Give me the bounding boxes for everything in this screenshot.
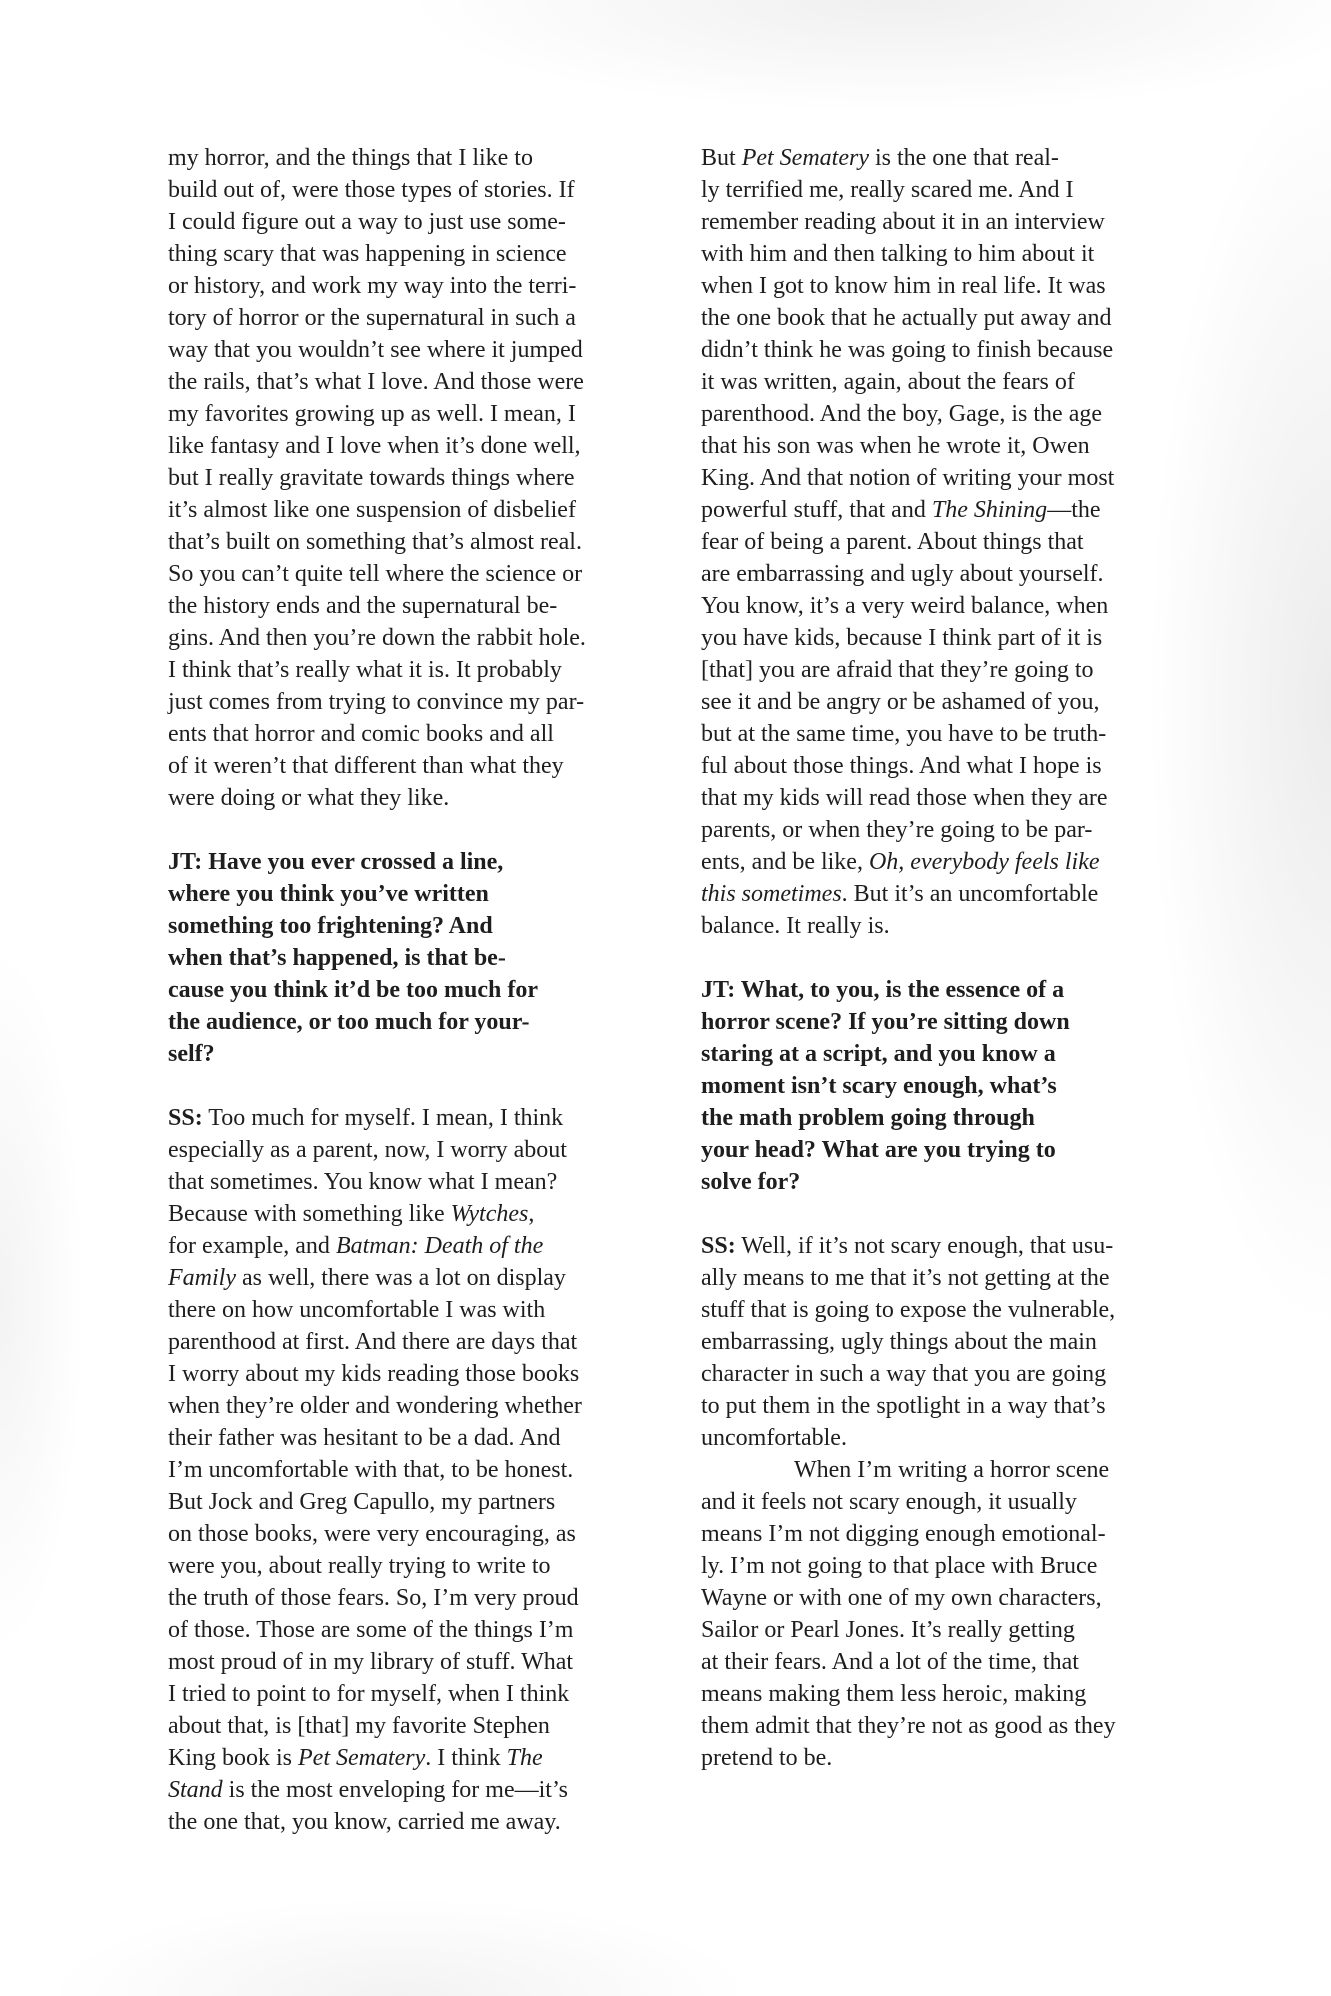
text-line	[701, 398, 1181, 430]
text-line	[168, 1454, 648, 1486]
text-line	[168, 462, 648, 494]
text-line	[168, 686, 648, 718]
left-column	[168, 142, 648, 1870]
text-line	[168, 1774, 648, 1806]
text-line	[701, 1102, 1181, 1134]
text-line	[168, 142, 648, 174]
text-line	[701, 430, 1181, 462]
text-line	[168, 1166, 648, 1198]
text-segment: remember reading about it in an interview	[701, 209, 1105, 235]
text-segment: ly. I’m not going to that place with Bruce	[701, 1553, 1098, 1579]
text-segment: But	[701, 145, 742, 171]
text-line	[701, 878, 1181, 910]
interview-answer	[168, 142, 648, 814]
interview-question	[701, 974, 1181, 1198]
text-line	[168, 1678, 648, 1710]
text-line	[168, 1262, 648, 1294]
text-line	[168, 1390, 648, 1422]
text-line	[168, 1134, 648, 1166]
text-line	[168, 1038, 648, 1070]
interview-answer	[701, 1230, 1181, 1774]
text-line	[168, 750, 648, 782]
text-segment: solve for?	[701, 1169, 801, 1195]
text-segment: . But it’s an uncomfortable	[841, 881, 1099, 907]
text-segment: the truth of those fears. So, I’m very proud	[168, 1585, 579, 1611]
text-segment: Well, if it’s not scary enough, that usu-	[735, 1233, 1114, 1259]
text-line	[701, 1166, 1181, 1198]
text-line	[701, 1070, 1181, 1102]
text-line	[701, 206, 1181, 238]
text-line	[701, 814, 1181, 846]
italic-title: this sometimes	[701, 881, 842, 907]
interview-question	[168, 846, 648, 1070]
text-segment: character in such a way that you are going	[701, 1361, 1107, 1387]
text-line	[701, 654, 1181, 686]
text-segment: with him and then talking to him about it	[701, 241, 1095, 267]
text-segment: ally means to me that it’s not getting at the	[701, 1265, 1110, 1291]
text-line	[168, 910, 648, 942]
text-segment: Because with something like	[168, 1201, 451, 1227]
italic-title: Stand	[168, 1777, 223, 1803]
text-line	[701, 270, 1181, 302]
text-line	[168, 1614, 648, 1646]
text-segment: of those. Those are some of the things I’m	[168, 1617, 574, 1643]
text-segment: that sometimes. You know what I mean?	[168, 1169, 558, 1195]
text-segment: their father was hesitant to be a dad. And	[168, 1425, 561, 1451]
italic-title: Oh, everybody feels like	[868, 849, 1100, 875]
text-line	[168, 302, 648, 334]
text-line	[701, 846, 1181, 878]
text-line	[701, 1518, 1181, 1550]
text-segment: parenthood at first. And there are days that	[168, 1329, 578, 1355]
text-line	[701, 366, 1181, 398]
text-line	[168, 1326, 648, 1358]
text-line	[168, 334, 648, 366]
italic-title: Batman: Death of the	[335, 1233, 544, 1259]
text-segment: moment isn’t scary enough, what’s	[701, 1073, 1057, 1099]
text-line	[168, 718, 648, 750]
text-segment: cause you think it’d be too much for	[168, 977, 539, 1003]
text-segment: balance. It really is.	[701, 913, 890, 939]
text-line	[168, 974, 648, 1006]
italic-title: The	[506, 1745, 543, 1771]
text-line	[168, 846, 648, 878]
text-line	[168, 1806, 648, 1838]
text-segment: the rails, that’s what I love. And those were	[168, 369, 584, 395]
text-segment: parents, or when they’re going to be par-	[701, 817, 1093, 843]
text-segment: You know, it’s a very weird balance, when	[701, 593, 1109, 619]
text-segment: When I’m writing a horror scene	[794, 1457, 1110, 1483]
text-segment: Sailor or Pearl Jones. It’s really getting	[701, 1617, 1075, 1643]
text-line	[701, 910, 1181, 942]
text-line	[168, 1422, 648, 1454]
text-segment: see it and be angry or be ashamed of you,	[701, 689, 1100, 715]
text-segment: gins. And then you’re down the rabbit hole.	[168, 625, 586, 651]
text-line	[168, 430, 648, 462]
text-line	[168, 878, 648, 910]
text-line	[701, 1486, 1181, 1518]
right-column	[701, 142, 1181, 1806]
text-segment: fear of being a parent. About things that	[701, 529, 1084, 555]
text-line	[701, 974, 1181, 1006]
text-segment: [that] you are afraid that they’re going to	[701, 657, 1094, 683]
text-segment: to put them in the spotlight in a way that’s	[701, 1393, 1106, 1419]
text-segment: ,	[528, 1201, 535, 1227]
text-segment: embarrassing, ugly things about the main	[701, 1329, 1097, 1355]
text-line	[168, 558, 648, 590]
text-segment: like fantasy and I love when it’s done well,	[168, 433, 581, 459]
text-segment: tory of horror or the supernatural in such a	[168, 305, 576, 331]
text-segment: But Jock and Greg Capullo, my partners	[168, 1489, 556, 1515]
text-line	[701, 1582, 1181, 1614]
text-segment: your head? What are you trying to	[701, 1137, 1056, 1163]
text-line	[168, 270, 648, 302]
text-line	[701, 494, 1181, 526]
text-line	[168, 494, 648, 526]
text-line	[168, 366, 648, 398]
text-segment: that my kids will read those when they are	[701, 785, 1108, 811]
text-segment: King book is	[168, 1745, 299, 1771]
text-segment: King. And that notion of writing your most	[701, 465, 1115, 491]
text-segment: ful about those things. And what I hope is	[701, 753, 1102, 779]
text-line	[701, 686, 1181, 718]
text-line	[168, 782, 648, 814]
text-segment: So you can’t quite tell where the science or	[168, 561, 583, 587]
text-segment: thing scary that was happening in science	[168, 241, 567, 267]
text-line	[168, 238, 648, 270]
text-segment: as well, there was a lot on display	[235, 1265, 566, 1291]
text-line	[168, 1518, 648, 1550]
text-segment: most proud of in my library of stuff. What	[168, 1649, 574, 1675]
text-line	[168, 206, 648, 238]
text-segment: when they’re older and wondering whether	[168, 1393, 582, 1419]
interview-answer	[168, 1102, 648, 1838]
text-segment: self?	[168, 1041, 215, 1067]
text-line	[701, 590, 1181, 622]
text-segment: where you think you’ve written	[168, 881, 489, 907]
text-line	[701, 1454, 1181, 1486]
text-segment: . I think	[425, 1745, 507, 1771]
text-segment: that his son was when he wrote it, Owen	[701, 433, 1090, 459]
text-line	[168, 622, 648, 654]
speaker-label: SS:	[168, 1105, 203, 1131]
text-line	[701, 238, 1181, 270]
text-segment: I tried to point to for myself, when I think	[168, 1681, 570, 1707]
text-segment: stuff that is going to expose the vulnerable,	[701, 1297, 1116, 1323]
text-segment: the one book that he actually put away and	[701, 305, 1112, 331]
text-line	[701, 750, 1181, 782]
text-segment: the audience, or too much for your-	[168, 1009, 530, 1035]
text-line	[701, 526, 1181, 558]
text-line	[701, 1006, 1181, 1038]
text-line	[701, 718, 1181, 750]
text-segment: it’s almost like one suspension of disbelief	[168, 497, 576, 523]
text-segment: I worry about my kids reading those books	[168, 1361, 580, 1387]
text-line	[168, 1230, 648, 1262]
text-line	[701, 782, 1181, 814]
text-segment: it was written, again, about the fears of	[701, 369, 1075, 395]
text-segment: —the	[1047, 497, 1101, 523]
text-line	[701, 1646, 1181, 1678]
text-segment: them admit that they’re not as good as they	[701, 1713, 1116, 1739]
text-segment: were you, about really trying to write to	[168, 1553, 551, 1579]
text-segment: for example, and	[168, 1233, 336, 1259]
text-segment: is the most enveloping for me—it’s	[222, 1777, 568, 1803]
text-segment: JT: Have you ever crossed a line,	[168, 849, 504, 875]
text-segment: but I really gravitate towards things where	[168, 465, 575, 491]
italic-title: The Shining	[931, 497, 1048, 523]
text-segment: and it feels not scary enough, it usually	[701, 1489, 1077, 1515]
text-line	[701, 1422, 1181, 1454]
text-segment: Too much for myself. I mean, I think	[202, 1105, 564, 1131]
text-line	[701, 558, 1181, 590]
text-segment: something too frightening? And	[168, 913, 493, 939]
text-line	[168, 1582, 648, 1614]
text-segment: JT: What, to you, is the essence of a	[701, 977, 1065, 1003]
text-segment: the math problem going through	[701, 1105, 1035, 1131]
text-segment: that’s built on something that’s almost real.	[168, 529, 582, 555]
text-line	[168, 1646, 648, 1678]
text-segment: there on how uncomfortable I was with	[168, 1297, 546, 1323]
text-segment: I think that’s really what it is. It probably	[168, 657, 562, 683]
text-segment: were doing or what they like.	[168, 785, 450, 811]
text-line	[701, 1134, 1181, 1166]
text-line	[701, 142, 1181, 174]
text-line	[168, 590, 648, 622]
text-line	[701, 1230, 1181, 1262]
text-segment: I could figure out a way to just use some-	[168, 209, 566, 235]
text-line	[168, 1486, 648, 1518]
text-line	[168, 174, 648, 206]
text-line	[701, 462, 1181, 494]
text-segment: my favorites growing up as well. I mean, I	[168, 401, 576, 427]
text-line	[168, 654, 648, 686]
text-segment: but at the same time, you have to be truth-	[701, 721, 1107, 747]
text-line	[701, 334, 1181, 366]
text-segment: or history, and work my way into the terri-	[168, 273, 577, 299]
text-line	[168, 1198, 648, 1230]
text-line	[701, 1294, 1181, 1326]
text-segment: pretend to be.	[701, 1745, 833, 1771]
text-segment: of it weren’t that different than what they	[168, 753, 564, 779]
text-segment: didn’t think he was going to finish because	[701, 337, 1114, 363]
text-segment: ents, and be like,	[701, 849, 869, 875]
text-segment: my horror, and the things that I like to	[168, 145, 533, 171]
text-line	[701, 1326, 1181, 1358]
text-line	[168, 1710, 648, 1742]
text-segment: means making them less heroic, making	[701, 1681, 1087, 1707]
text-line	[701, 1614, 1181, 1646]
text-segment: ly terrified me, really scared me. And I	[701, 177, 1074, 203]
text-segment: on those books, were very encouraging, as	[168, 1521, 576, 1547]
text-segment: about that, is [that] my favorite Stephen	[168, 1713, 550, 1739]
text-segment: the history ends and the supernatural be-	[168, 593, 558, 619]
text-segment: the one that, you know, carried me away.	[168, 1809, 561, 1835]
text-segment: especially as a parent, now, I worry about	[168, 1137, 567, 1163]
italic-title: Wytches	[450, 1201, 529, 1227]
text-line	[168, 1358, 648, 1390]
text-segment: is the one that real-	[868, 145, 1059, 171]
text-segment: Wayne or with one of my own characters,	[701, 1585, 1102, 1611]
text-segment: parenthood. And the boy, Gage, is the age	[701, 401, 1103, 427]
text-line	[168, 526, 648, 558]
text-segment: are embarrassing and ugly about yourself.	[701, 561, 1104, 587]
interview-answer	[701, 142, 1181, 942]
text-segment: at their fears. And a lot of the time, that	[701, 1649, 1079, 1675]
text-line	[701, 1678, 1181, 1710]
text-line	[701, 1710, 1181, 1742]
text-segment: staring at a script, and you know a	[701, 1041, 1056, 1067]
text-segment: I’m uncomfortable with that, to be honest.	[168, 1457, 574, 1483]
text-line	[701, 1038, 1181, 1070]
text-line	[168, 1550, 648, 1582]
text-line	[701, 1550, 1181, 1582]
text-line	[168, 1294, 648, 1326]
text-segment: just comes from trying to convince my par-	[168, 689, 585, 715]
text-line	[701, 174, 1181, 206]
text-segment: when that’s happened, is that be-	[168, 945, 506, 971]
text-line	[701, 1742, 1181, 1774]
text-segment: horror scene? If you’re sitting down	[701, 1009, 1070, 1035]
text-segment: build out of, were those types of stories. If	[168, 177, 575, 203]
italic-title: Family	[168, 1265, 236, 1291]
text-segment: way that you wouldn’t see where it jumped	[168, 337, 583, 363]
text-line	[168, 1006, 648, 1038]
italic-title: Pet Sematery	[298, 1745, 426, 1771]
text-segment: uncomfortable.	[701, 1425, 847, 1451]
text-line	[701, 1358, 1181, 1390]
text-line	[168, 942, 648, 974]
text-segment: you have kids, because I think part of it is	[701, 625, 1103, 651]
italic-title: Pet Sematery	[741, 145, 869, 171]
text-segment: ents that horror and comic books and all	[168, 721, 554, 747]
text-segment: means I’m not digging enough emotional-	[701, 1521, 1106, 1547]
text-line	[701, 622, 1181, 654]
text-line	[701, 1390, 1181, 1422]
speaker-label: SS:	[701, 1233, 736, 1259]
text-line	[168, 1742, 648, 1774]
text-line	[168, 1102, 648, 1134]
text-line	[168, 398, 648, 430]
text-segment: when I got to know him in real life. It was	[701, 273, 1106, 299]
text-line	[701, 1262, 1181, 1294]
text-line	[701, 302, 1181, 334]
text-segment: powerful stuff, that and	[701, 497, 932, 523]
